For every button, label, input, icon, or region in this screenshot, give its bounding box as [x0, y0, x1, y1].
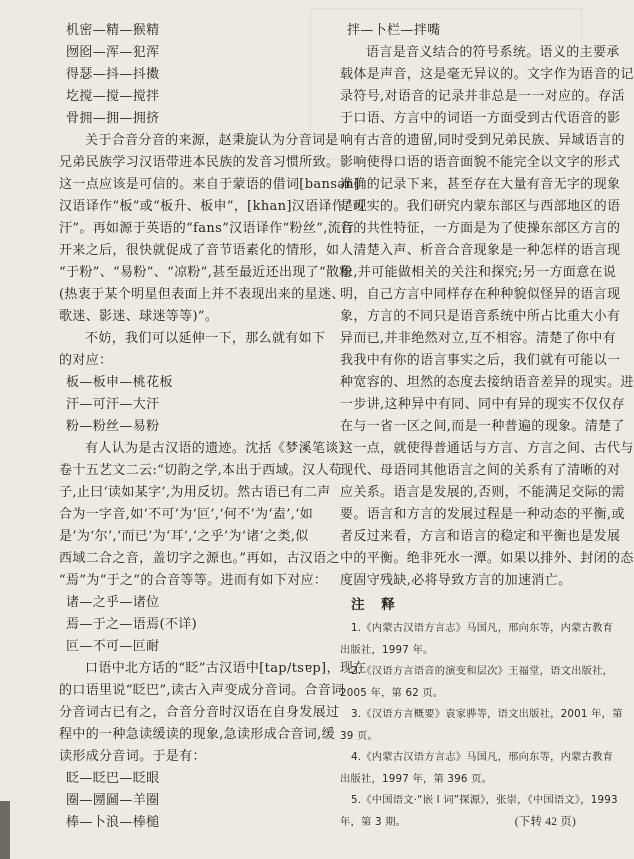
left-text-line: 不妨，我们可以延伸一下，那么就有如下 — [85, 331, 326, 346]
left-text-line: 程中的一种急读缓读的现象,急读形成合音词,缓 — [59, 727, 335, 742]
left-text-line: 子,止曰‘读如某字’,为用反切。然古语已有二声 — [59, 485, 331, 500]
right-text-line: 要。语言和方言的发展过程是一种动态的平衡,或 — [340, 507, 625, 522]
left-example-line: 眨—眨巴—眨眼 — [66, 771, 160, 786]
page-corner-mark — [0, 801, 10, 859]
right-text-line: 象，方言的不同只是语音系统中所占比重大小有 — [340, 309, 621, 324]
footnote-line: 5.《中国语文·“嵌 l 词”探源》，张崇，《中国语文》，1993 — [351, 794, 618, 806]
left-text-line: 分音词古已有之，合音分音时汉语在自身发展过 — [59, 705, 340, 720]
left-text-line: “焉”为“于之”的合音等等。进而有如下对应： — [59, 573, 328, 588]
left-example-line: 棒—卜浪—棒槌 — [66, 815, 160, 830]
left-text-line: 卷十五艺文二云:“切韵之学,本出于西域。汉人苟 — [59, 463, 343, 478]
footnote-line: 2005 年，第 62 页。 — [340, 686, 444, 699]
right-column-body — [340, 20, 634, 592]
left-example-line: 得瑟—抖—抖擞 — [66, 67, 160, 82]
left-example-line: 粉—粉丝—易粉 — [66, 419, 160, 434]
footnote-line: 3.《汉语方言概要》袁家骅等，语文出版社，2001 年，第 — [351, 708, 623, 720]
footnote-line: 2.《汉语方言语音的演变和层次》王福堂，语文出版社， — [351, 665, 614, 677]
left-text-line: “于粉”、“易粉”、“凉粉”,甚至最近还出现了“散粉 — [59, 265, 353, 280]
footnote-line: 39 页。 — [340, 729, 378, 742]
left-text-line: 是’为‘尔’,‘而已’为‘耳’,‘之乎’为‘诸’之类,似 — [59, 529, 309, 544]
left-example-line: 板—板申—桃花板 — [66, 375, 173, 390]
right-text-line: 一步讲,这种异中有同、同中有异的现实不仅仅存 — [340, 397, 625, 412]
notes-list — [340, 618, 623, 833]
left-text-line: 口语中北方话的“眨”古汉语中[tap/tsɐp]，现在 — [85, 661, 367, 676]
footnote-line: 出版社，1997 年，第 396 页。 — [340, 772, 493, 785]
left-example-line: 骨拥—拥—拥挤 — [66, 111, 160, 126]
right-text-line: 语言是音义结合的符号系统。语义的主要承 — [366, 45, 620, 60]
left-example-line: 汗—可汗—大汗 — [66, 397, 160, 412]
left-example-line: 机密—精—猴精 — [66, 23, 160, 38]
left-example-line: 囫囵—浑—犯浑 — [66, 45, 160, 60]
right-text-line: 应关系。语言是发展的,否则，不能满足交际的需 — [340, 485, 625, 500]
left-text-line: 的对应： — [59, 353, 113, 368]
left-text-line: 汉语译作“板”或“板升、板申”，[khan]汉语译作“可 — [59, 199, 366, 214]
left-text-line: 有人认为是古汉语的遗迹。沈括《梦溪笔谈》 — [85, 441, 353, 456]
footnote-line: 4.《内蒙古汉语方言志》马国凡，邢向东等，内蒙古教育 — [351, 751, 614, 763]
left-text-line: 汗”。再如源于英语的“fans”汉语译作“粉丝”,流行 — [59, 221, 355, 236]
footnote-line: 1.《内蒙古汉语方言志》马国凡，邢向东等，内蒙古教育 — [351, 622, 614, 634]
notes-heading: 注 释 — [351, 597, 401, 613]
right-text-line: 异而已,并非绝然对立,互不相容。清楚了你中有 — [340, 331, 616, 346]
left-example-line: 焉—于之—语焉(不详) — [66, 617, 197, 632]
continued-on-page-note: (下转 42 页) — [514, 815, 576, 828]
right-text-line: 现代、母语同其他语言之间的关系有了清晰的对 — [340, 463, 621, 478]
left-example-line: 叵—不可—叵耐 — [66, 639, 160, 654]
left-text-line: 开来之后，很快就促成了音节语素化的情形，如 — [59, 243, 340, 258]
left-text-line: 歌迷、影迷、球迷等等)”。 — [59, 309, 219, 324]
right-text-line: 我我中有你的语言事实之后，我们就有可能以一 — [340, 353, 621, 368]
right-text-line: 明，自己方言中同样存在种种貌似怪异的语言现 — [340, 287, 621, 302]
right-text-line: 人清楚入声、析音合音现象是一种怎样的语言现 — [340, 243, 621, 258]
right-text-line: 在与一省一区之间,而是一种普遍的现象。清楚了 — [340, 419, 625, 434]
left-text-line: 西域二合之音，盖切字之源也。”再如，古汉语之 — [59, 551, 340, 566]
right-text-line: 者反过来看，方言和语言的稳定和平衡也是发展 — [340, 529, 621, 544]
left-example-line: 诸—之乎—诸位 — [66, 595, 160, 610]
right-text-line: 影响使得口语的语音面貌不能完全以文字的形式 — [340, 155, 621, 170]
footnote-line: 出版社，1997 年。 — [340, 643, 434, 656]
footnote-line — [340, 812, 576, 834]
right-text-line: 是现实的。我们研究内蒙东部区与西部地区的语 — [340, 199, 621, 214]
right-text-line: 于口语、方言中的词语一方面受到古代语音的影 — [340, 111, 621, 126]
right-column — [340, 20, 634, 833]
left-example-line: 圪搅—搅—搅拌 — [66, 89, 160, 104]
left-text-line: 合为一字音,如‘不可’为‘叵’,‘何不’为‘盍’,‘如 — [59, 507, 314, 522]
footnote-item — [340, 704, 623, 747]
right-example-line: 拌—卜栏—拌嘴 — [347, 23, 441, 38]
footnote-item — [340, 618, 614, 661]
right-text-line: 种宽容的、坦然的态度去接纳语音差异的现实。进 — [340, 375, 634, 390]
left-text-line: (热衷于某个明星但表面上并不表现出来的星迷、 — [59, 287, 345, 302]
footnote-text: 年，第 3 期。 — [340, 815, 407, 828]
right-text-line: 象,并可能做相关的关注和探究;另一方面意在说 — [340, 265, 617, 280]
footnote-item — [340, 661, 614, 704]
left-text-line: 的口语里说“眨巴”,读古入声变成分音词。合音词 — [59, 683, 345, 698]
left-example-line: 圈—圐圙—羊圈 — [66, 793, 160, 808]
left-text-line: 关于合音分音的来源，赵秉旋认为分音词是 — [85, 133, 339, 148]
left-text-line: 这一点应该是可信的。来自于蒙语的借词[bansən] — [59, 177, 360, 192]
right-text-line: 录符号,对语音的记录并非总是一一对应的。存活 — [340, 89, 625, 104]
footnote-item — [340, 790, 618, 833]
right-text-line: 这一点，就使得普通话与方言、方言之间、古代与 — [340, 441, 634, 456]
right-text-line: 音的共性特征，一方面是为了使操东部区方言的 — [340, 221, 621, 236]
right-text-line: 响有古音的遗留,同时受到兄弟民族、异域语言的 — [340, 133, 625, 148]
left-text-line: 读形成分音词。于是有： — [59, 749, 206, 764]
footnote-item — [340, 747, 614, 790]
right-text-line: 准确的记录下来，甚至存在大量有音无字的现象 — [340, 177, 621, 192]
right-text-line: 度固守残缺,必将导致方言的加速消亡。 — [340, 573, 572, 588]
left-text-line: 兄弟民族学习汉语带进本民族的发音习惯所致。 — [59, 155, 340, 170]
right-text-line: 载体是声音，这是毫无异议的。文字作为语音的记 — [340, 67, 634, 82]
right-text-line: 中的平衡。绝非死水一潭。如果以排外、封闭的态 — [340, 551, 634, 566]
